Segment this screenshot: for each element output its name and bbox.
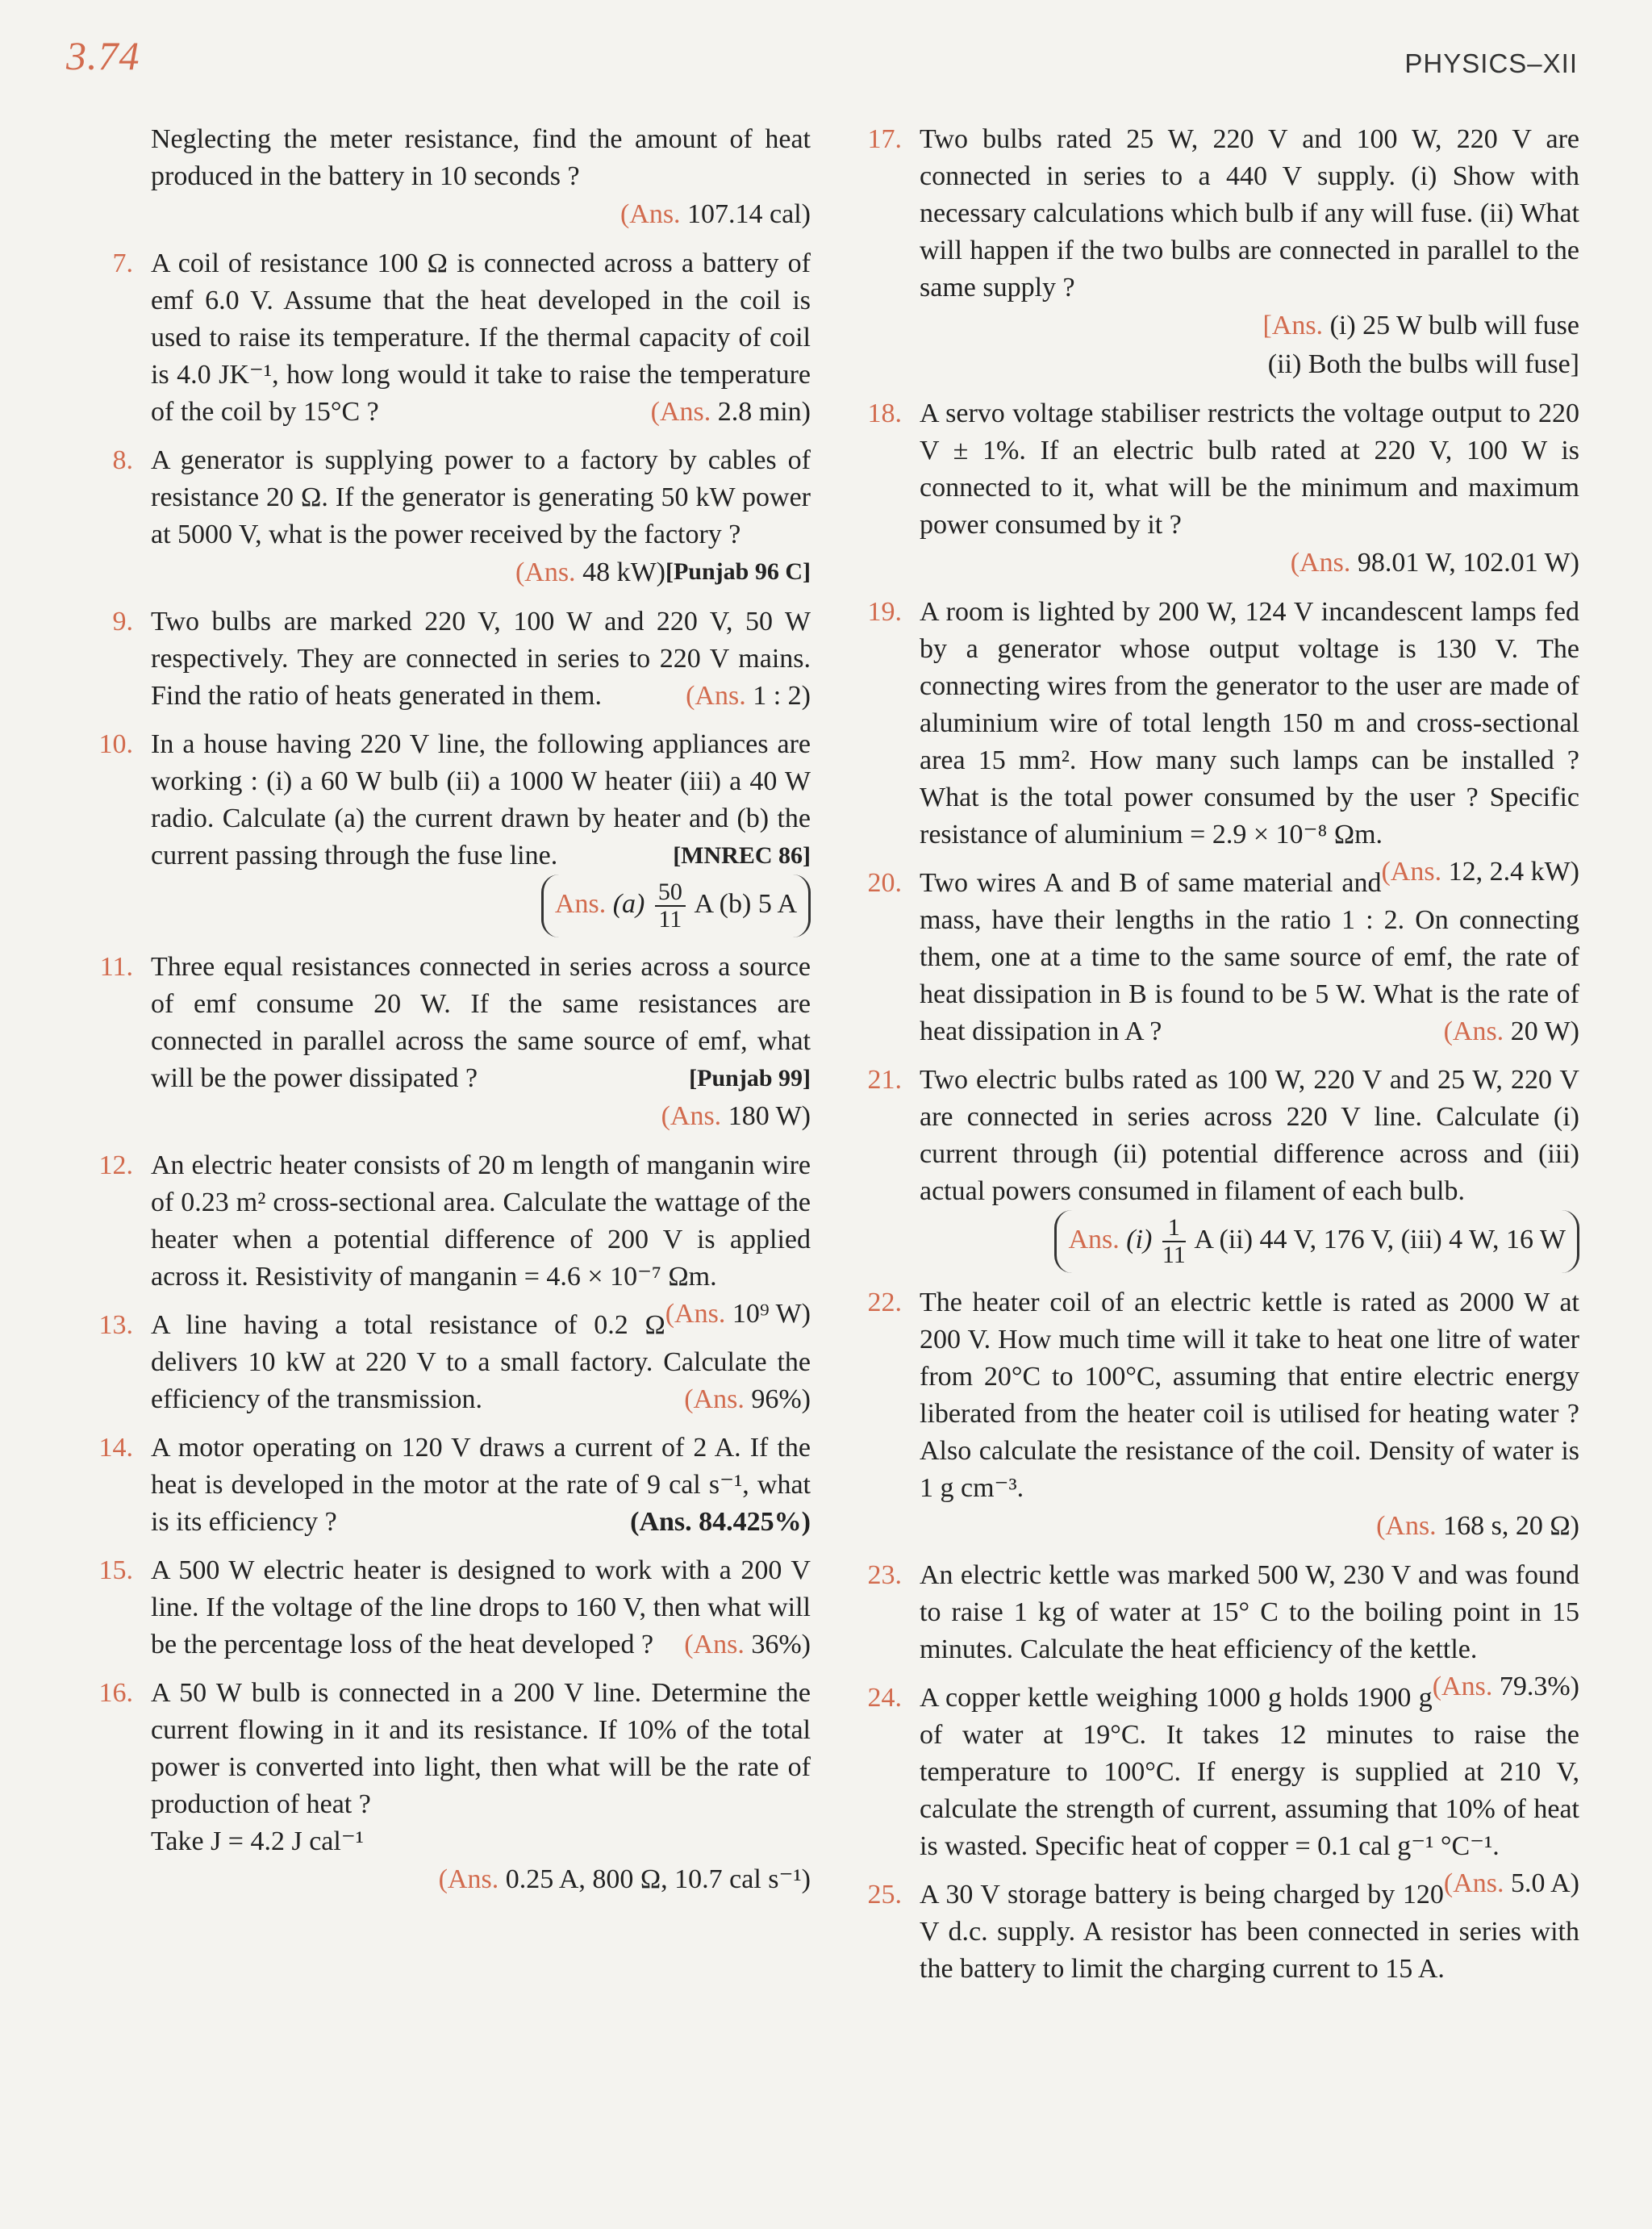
answer: (Ans. 1 : 2) [686,681,811,711]
answer-line-2: (ii) Both the bulbs will fuse] [1267,349,1579,379]
answer: (Ans. 5.0 A) [1443,1868,1579,1898]
question-number: 18. [867,399,902,428]
question-text: Two electric bulbs rated as 100 W, 220 V and 25 W, 220 V are connected in series across 220 V line. Calculate (i) current through (ii) potential difference across and (iii) actual powers consumed in filament of each bulb. [920,1065,1579,1206]
question-text: In a house having 220 V line, the following appliances are working : (i) a 60 W bulb (ii) a 1000 W heater (iii) a 40 W radio. Calculate (a) the current drawn by heater and (b) the current passing through the fuse line. [MNREC 86] [151,726,811,874]
question-number: 25. [867,1880,902,1910]
question-text: Neglecting the meter resistance, find the amount of heat produced in the battery in 10 seconds ? [151,124,811,191]
question-21 [853,1062,1579,1273]
question-text: A 50 W bulb is connected in a 200 V line. Determine the current flowing in it and its resistance. If 10% of the total power is converted into light, then what will be the rate of production of heat ? [151,1678,811,1819]
page-number: 3.74 [66,33,140,78]
question-number: 17. [867,124,902,154]
answer: (Ans. 96%) [684,1384,811,1414]
question-text: The heater coil of an electric kettle is rated as 2000 W at 200 V. How much time will it take to heat one litre of water from 20°C to 100°C, assuming that entire electric energy liberated from the heater coil is utilised for heating water ? Also calculate the resistance of the coil. Density of water is 1 g cm⁻³. [920,1288,1579,1503]
answer: (Ans. 168 s, 20 Ω) [1376,1511,1579,1541]
constant-note: Take J = 4.2 J cal⁻¹ [151,1826,364,1856]
answer: (Ans. 180 W) [661,1101,811,1131]
question-number: 12. [98,1150,133,1180]
question-number: 14. [98,1433,133,1463]
question-20 [853,865,1579,1050]
question-text: Two bulbs are marked 220 V, 100 W and 220 V, 50 W respectively. They are connected in series to 220 V mains. Find the ratio of heats generated in them. (Ans. 1 : 2) [151,603,811,715]
question-number: 7. [112,248,133,278]
question-number: 15. [98,1555,133,1585]
answer: (Ans. 12, 2.4 kW) [1381,857,1579,887]
question-17 [853,121,1579,384]
question-text: Two bulbs rated 25 W, 220 V and 100 W, 220 V are connected in series to a 440 V supply. (i) Show with necessary calculations which bulb if any will fuse. (ii) What will happen if the two bulbs are connected in parallel to the same supply ? [920,124,1579,303]
question-number: 24. [867,1683,902,1713]
question-8 [85,442,811,592]
answer: (Ans. 48 kW) [515,557,665,587]
question-text: A 500 W electric heater is designed to work with a 200 V line. If the voltage of the line drops to 160 V, then what will be the percentage loss of the heat developed ? (Ans. 36%) [151,1552,811,1663]
question-text: Two wires A and B of same material and mass, have their lengths in the ratio 1 : 2. On connecting them, one at a time to the same source of emf, the rate of heat dissipation in B is found to be 5 W. What is the rate of heat dissipation in A ? (Ans. 20 W) [920,865,1579,1050]
answer: (Ans. 20 W) [1443,1016,1579,1046]
right-column [853,121,1579,1999]
book-title: PHYSICS–XII [1404,48,1578,78]
question-13 [85,1307,811,1418]
question-6-continued [85,121,811,234]
question-text: A 30 V storage battery is being charged by 120 V d.c. supply. A resistor has been connected in series with the battery to limit the charging current to 15 A. [920,1880,1579,1984]
answer: (Ans. 10⁹ W) [665,1299,811,1329]
answer: [Ans. (i) 25 W bulb will fuse [1262,311,1579,340]
answer: (Ans. 79.3%) [1432,1672,1579,1701]
source-tag: [Punjab 99] [689,1065,811,1092]
question-text: A line having a total resistance of 0.2 Ω delivers 10 kW at 220 V to a small factory. Calculate the efficiency of the transmission. (Ans. 96%) [151,1307,811,1418]
question-text: A generator is supplying power to a factory by cables of resistance 20 Ω. If the generator is generating 50 kW power at 5000 V, what is the power received by the factory ? [Punjab 96 C] [151,442,811,553]
fraction: $\frac{1}{11}$ [1162,1214,1186,1268]
answer: Ans. (i) $\frac{1}{11}$ A (ii) 44 V, 176 V, (iii) 4 W, 16 W [920,1210,1579,1273]
question-text: An electric heater consists of 20 m length of manganin wire of 0.23 m² cross-sectional area. Calculate the wattage of the heater when a potential difference of 200 V is applied across it. Resistivity of manganin = 4.6 × 10⁻⁷ Ωm. (Ans. 10⁹ W) [151,1147,811,1296]
answer: (Ans. 36%) [684,1630,811,1659]
question-18 [853,395,1579,582]
answer: (Ans. 2.8 min) [650,397,811,427]
answer: Ans. (a) $\frac{50}{11}$ A (b) 5 A [151,874,811,937]
answer: (Ans. 84.425%) [630,1507,811,1537]
question-number: 20. [867,868,902,898]
fraction: $\frac{50}{11}$ [655,879,686,933]
question-text: A copper kettle weighing 1000 g holds 1900 g of water at 19°C. It takes 12 minutes to raise the temperature to 100°C. If energy is supplied at 210 V, calculate the strength of current, assuming that 10% of heat is wasted. Specific heat of copper = 0.1 cal g⁻¹ °C⁻¹. (Ans. 5.0 A) [920,1680,1579,1865]
question-number: 9. [112,607,133,637]
question-number: 11. [99,952,133,982]
question-9 [85,603,811,715]
question-14 [85,1430,811,1541]
question-text: A servo voltage stabiliser restricts the voltage output to 220 V ± 1%. If an electric bulb rated at 220 V, 100 W is connected to it, what will be the minimum and maximum power consumed by it ? [920,399,1579,540]
answer: (Ans. 0.25 A, 800 Ω, 10.7 cal s⁻¹) [438,1864,811,1894]
answer: (Ans. 107.14 cal) [620,199,811,229]
question-7 [85,245,811,431]
question-25 [853,1876,1579,1988]
question-10 [85,726,811,937]
question-text: A motor operating on 120 V draws a current of 2 A. If the heat is developed in the motor at the rate of 9 cal s⁻¹, what is its efficiency ? (Ans. 84.425%) [151,1430,811,1541]
question-15 [85,1552,811,1663]
question-number: 13. [98,1310,133,1340]
question-text: A room is lighted by 200 W, 124 V incandescent lamps fed by a generator whose output voltage is 130 V. The connecting wires from the generator to the user are made of aluminium wire of total length 150 m and cross-sectional area 15 mm². How many such lamps can be installed ? What is the total power consumed by the user ? Specific resistance of aluminium = 2.9 × 10⁻⁸ Ωm. (Ans. 12, 2.4 kW) [920,594,1579,854]
question-number: 23. [867,1560,902,1590]
question-text: An electric kettle was marked 500 W, 230 V and was found to raise 1 kg of water at 15° C to the boiling point in 15 minutes. Calculate the heat efficiency of the kettle. (Ans. 79.3%) [920,1557,1579,1668]
question-number: 21. [867,1065,902,1095]
question-number: 19. [867,597,902,627]
question-number: 22. [867,1288,902,1317]
question-number: 16. [98,1678,133,1708]
left-column [85,121,811,1910]
source-tag: [MNREC 86] [673,842,811,869]
question-11 [85,949,811,1136]
question-number: 10. [98,729,133,759]
question-22 [853,1284,1579,1546]
question-text: Three equal resistances connected in series across a source of emf consume 20 W. If the same resistances are connected in parallel across the same source of emf, what will be the power dissipated ? [Punjab 99] [151,949,811,1097]
answer: (Ans. 98.01 W, 102.01 W) [1290,548,1579,578]
source-tag: [Punjab 96 C] [665,558,811,585]
question-text: A coil of resistance 100 Ω is connected across a battery of emf 6.0 V. Assume that the heat developed in the coil is used to raise its temperature. If the thermal capacity of coil is 4.0 JK⁻¹, how long would it take to raise the temperature of the coil by 15°C ? (Ans. 2.8 min) [151,245,811,431]
question-16 [85,1675,811,1899]
question-number: 8. [112,445,133,475]
question-19 [853,594,1579,887]
